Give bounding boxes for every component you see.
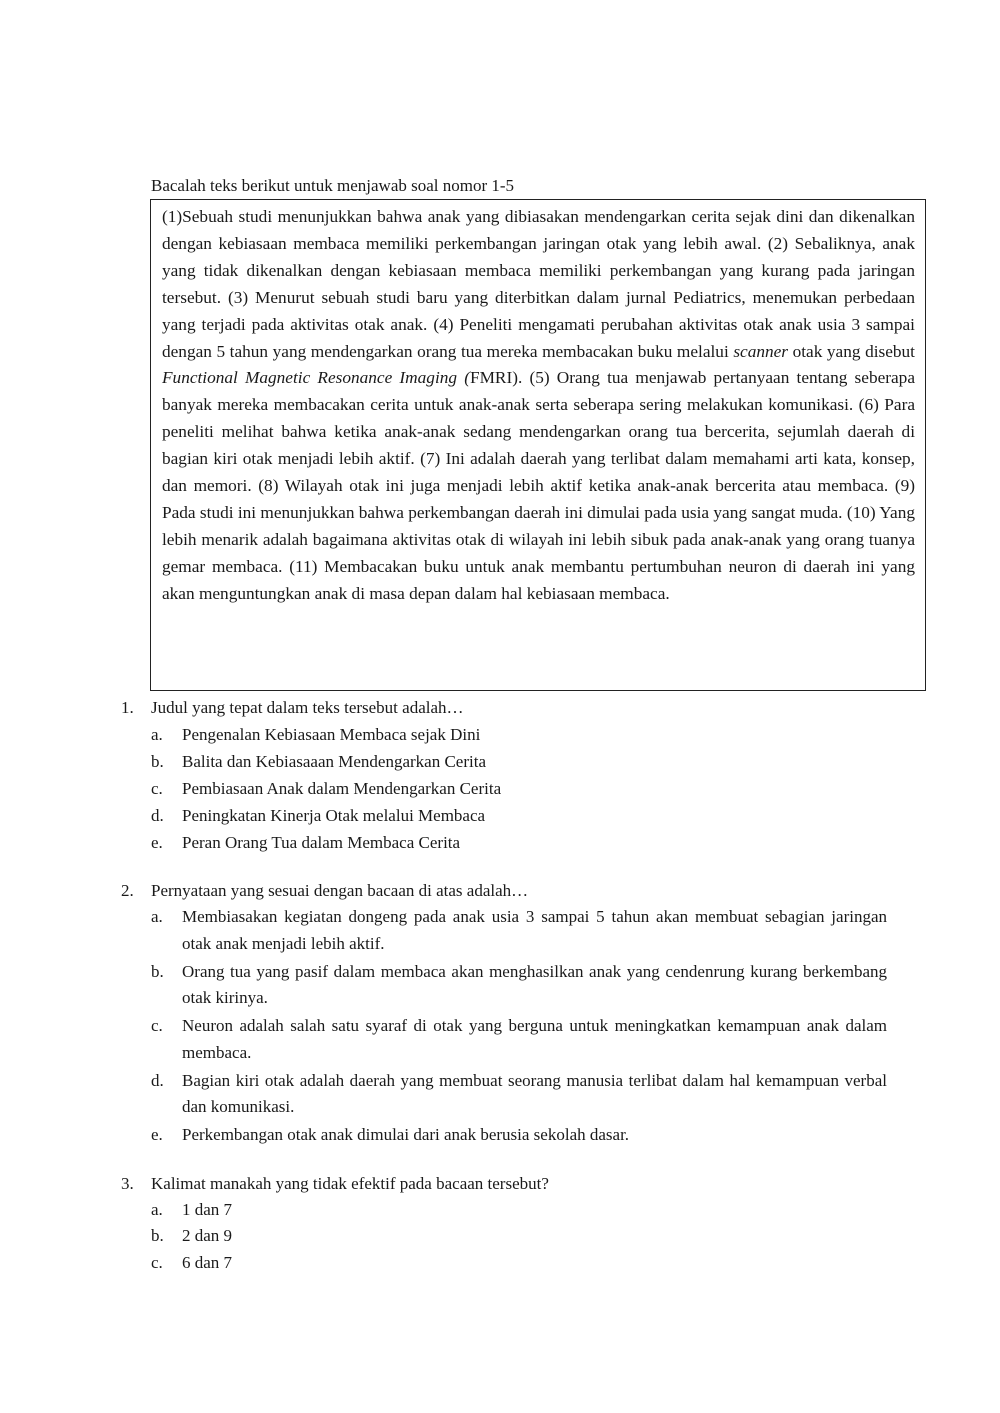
passage-italic-term: Functional Magnetic Resonance Imaging ( bbox=[162, 368, 470, 388]
answer-option[interactable] bbox=[117, 959, 887, 1012]
answer-option[interactable] bbox=[117, 1223, 887, 1250]
question-text: Judul yang tepat dalam teks tersebut adalah… bbox=[151, 698, 464, 717]
question-list bbox=[117, 694, 887, 1276]
option-text: Membiasakan kegiatan dongeng pada anak usia 3 sampai 5 tahun akan membuat sebagian jaringan otak anak menjadi lebih aktif. bbox=[182, 907, 887, 953]
option-text: Perkembangan otak anak dimulai dari anak berusia sekolah dasar. bbox=[182, 1125, 630, 1144]
answer-options bbox=[117, 904, 887, 1149]
option-text: Peningkatan Kinerja Otak melalui Membaca bbox=[182, 806, 486, 825]
question-number: 2. bbox=[121, 881, 134, 900]
option-text: 1 dan 7 bbox=[182, 1199, 233, 1219]
passage-text-part: FMRI). (5) Orang tua menjawab pertanyaan tentang seberapa banyak mereka membacakan cerita untuk anak-anak serta seberapa sering melakukan komunikasi. (6) Para peneliti melihat bahwa ketika anak-anak sedang mendengarkan orang tua bercerita, sejumlah daerah di bagian kiri otak menjadi lebih aktif. (7) Ini adalah daerah yang terlibat dalam memahami arti kata, konsep, dan memori. (8) Wilayah otak ini juga menjadi lebih aktif ketika anak-anak bercerita atau membaca. (9) Pada studi ini menunjukkan bahwa perkembangan daerah ini dimulai pada usia yang sangat muda. (10) Yang lebih menarik adalah bagaimana aktivitas otak di wilayah ini lebih sibuk pada anak-anak yang orang tuanya gemar membaca. (11) Membacakan buku untuk anak membantu pertumbuhan neuron di daerah ini yang akan menguntungkan anak di masa depan dalam hal kebiasaan membaca. bbox=[162, 368, 915, 603]
option-letter: e. bbox=[151, 833, 163, 852]
answer-options bbox=[117, 1197, 887, 1277]
question-stem bbox=[117, 877, 887, 904]
passage-italic-term: scanner bbox=[733, 341, 789, 361]
question-3 bbox=[117, 1170, 887, 1277]
answer-option[interactable] bbox=[117, 1197, 887, 1224]
option-letter: b. bbox=[151, 961, 164, 981]
answer-option[interactable] bbox=[117, 721, 887, 748]
answer-option[interactable] bbox=[117, 1250, 887, 1277]
answer-option[interactable] bbox=[117, 904, 887, 957]
passage-text-part: (1)Sebuah studi menunjukkan bahwa anak yang dibiasakan mendengarkan cerita sejak dini dan dikenalkan dengan kebiasaan membaca memiliki perkembangan jaringan otak yang lebih awal. (2) Sebaliknya, anak yang tidak dikenalkan dengan kebiasaan membaca memiliki perkembangan yang kurang pada jaringan tersebut. (3) Menurut sebuah studi baru yang diterbitkan dalam jurnal Pediatrics, menemukan perbedaan yang terjadi pada aktivitas otak anak. (4) Peneliti mengamati perubahan aktivitas otak anak usia 3 sampai dengan 5 tahun yang mendengarkan orang tua mereka membacakan buku melalui bbox=[162, 207, 915, 361]
option-letter: c. bbox=[151, 1252, 163, 1272]
question-2 bbox=[117, 877, 887, 1149]
question-stem bbox=[117, 694, 887, 721]
option-letter: c. bbox=[151, 779, 163, 798]
option-text: Orang tua yang pasif dalam membaca akan menghasilkan anak yang cendenrung kurang berkembang otak kirinya. bbox=[182, 961, 887, 1007]
option-text: Pembiasaan Anak dalam Mendengarkan Cerita bbox=[182, 779, 502, 798]
option-letter: a. bbox=[151, 1199, 163, 1219]
answer-option[interactable] bbox=[117, 802, 887, 829]
option-letter: a. bbox=[151, 725, 163, 744]
option-text: Peran Orang Tua dalam Membaca Cerita bbox=[182, 833, 461, 852]
reading-passage bbox=[162, 204, 915, 608]
answer-option[interactable] bbox=[117, 1013, 887, 1066]
question-number: 1. bbox=[121, 698, 134, 717]
passage-text-part: otak yang disebut bbox=[788, 341, 915, 361]
option-text: Balita dan Kebiasaaan Mendengarkan Cerita bbox=[182, 752, 486, 771]
answer-option[interactable] bbox=[117, 1122, 887, 1149]
option-letter: c. bbox=[151, 1016, 163, 1035]
option-letter: a. bbox=[151, 907, 163, 926]
question-1 bbox=[117, 694, 887, 856]
option-text: 2 dan 9 bbox=[182, 1226, 233, 1245]
answer-option[interactable] bbox=[117, 1068, 887, 1121]
reading-passage-box bbox=[150, 199, 926, 691]
answer-option[interactable] bbox=[117, 748, 887, 775]
option-letter: b. bbox=[151, 1226, 164, 1245]
answer-options bbox=[117, 721, 887, 856]
option-letter: e. bbox=[151, 1125, 163, 1144]
option-letter: b. bbox=[151, 752, 164, 771]
answer-option[interactable] bbox=[117, 775, 887, 802]
option-text: Pengenalan Kebiasaan Membaca sejak Dini bbox=[182, 725, 481, 744]
option-text: Bagian kiri otak adalah daerah yang membuat seorang manusia terlibat dalam hal kemampuan verbal dan komunikasi. bbox=[182, 1070, 887, 1116]
answer-option[interactable] bbox=[117, 829, 887, 856]
question-text: Pernyataan yang sesuai dengan bacaan di atas adalah… bbox=[151, 881, 529, 900]
question-text: Kalimat manakah yang tidak efektif pada bacaan tersebut? bbox=[151, 1173, 549, 1193]
option-text: 6 dan 7 bbox=[182, 1252, 233, 1272]
question-number: 3. bbox=[121, 1173, 134, 1193]
option-letter: d. bbox=[151, 806, 164, 825]
question-stem bbox=[117, 1170, 887, 1197]
option-letter: d. bbox=[151, 1070, 164, 1090]
option-text: Neuron adalah salah satu syaraf di otak yang berguna untuk meningkatkan kemampuan anak dalam membaca. bbox=[182, 1016, 887, 1062]
instruction-text: Bacalah teks berikut untuk menjawab soal nomor 1-5 bbox=[151, 176, 515, 195]
